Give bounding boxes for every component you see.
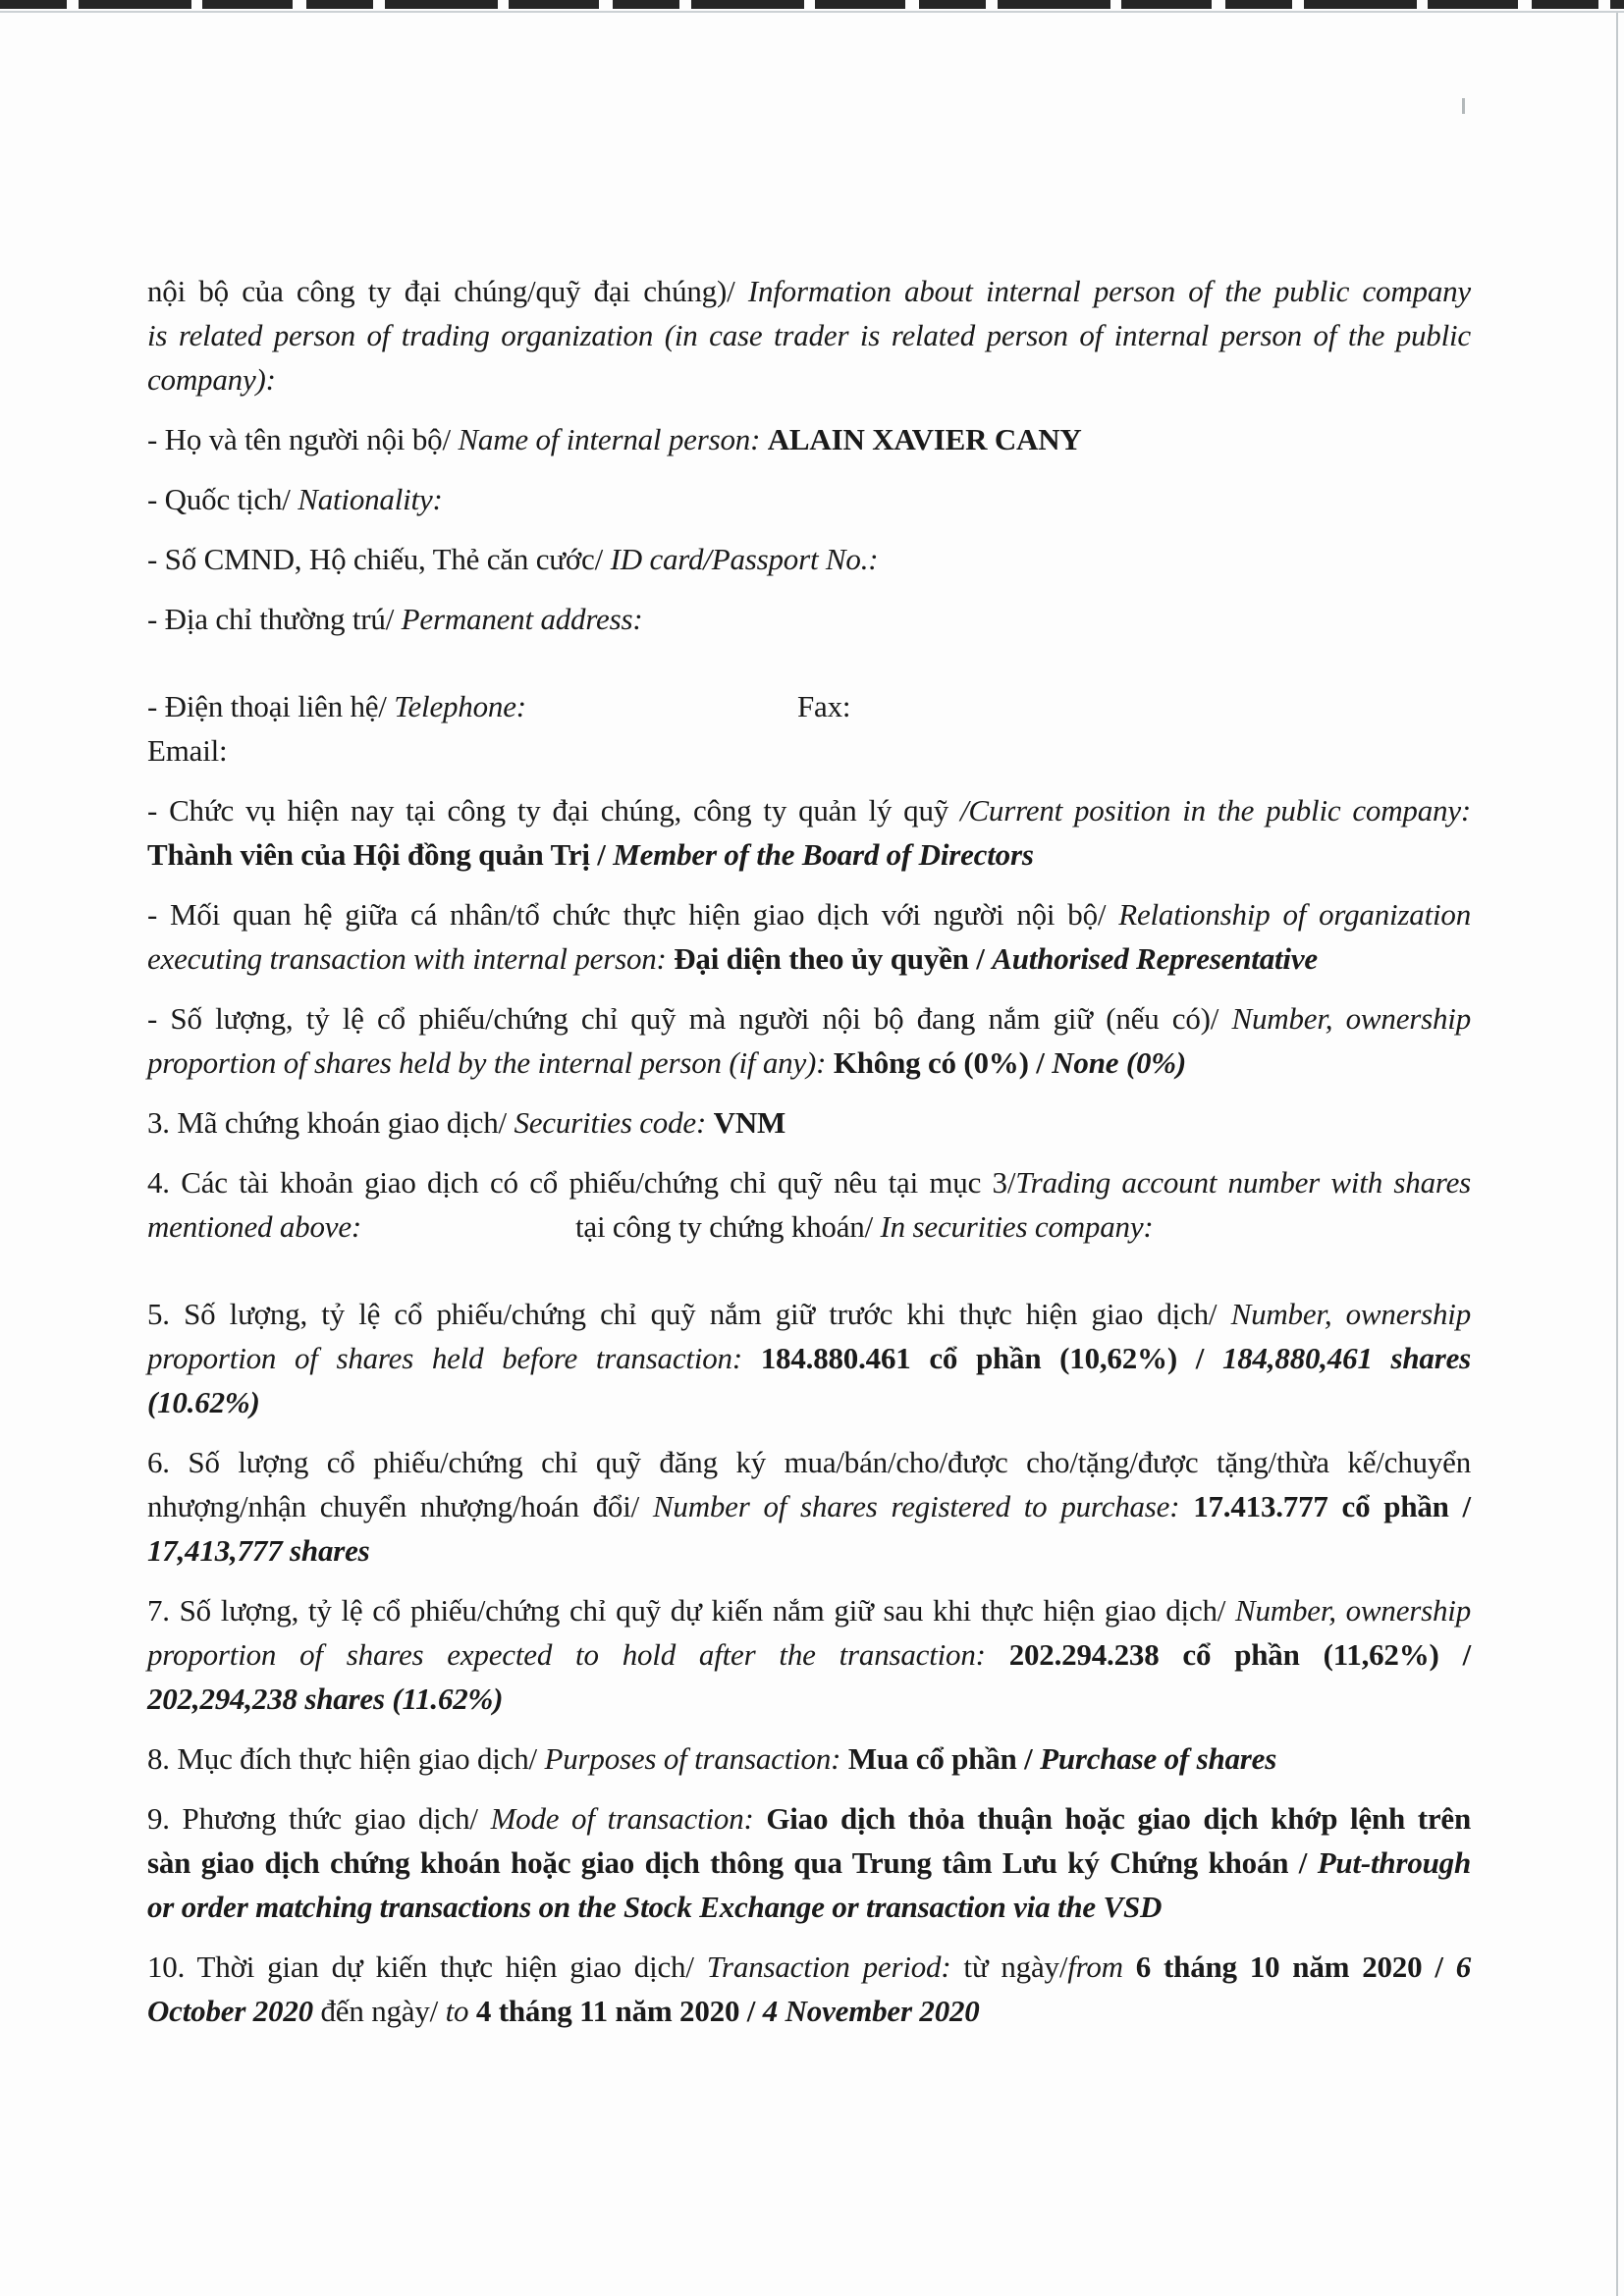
text-line [147,832,1471,877]
text-line [147,1528,1471,1573]
text-segment: Authorised Representative [992,941,1318,976]
text-segment: Nationality: [298,482,443,516]
text-segment: 17,413,777 shares [147,1533,370,1568]
text-segment: Name of internal person: [458,422,768,456]
paragraph-nationality [147,477,1471,521]
paragraph-name-of-internal-person [147,417,1471,461]
text-line [147,269,1471,313]
text-segment: - Địa chỉ thường trú/ [147,602,402,636]
text-line [147,684,1471,728]
text-segment: đến ngày/ [320,1994,446,2028]
text-segment: - Số CMND, Hộ chiếu, Thẻ căn cước/ [147,542,611,576]
paragraph-item-7-shares-after-transaction [147,1588,1471,1721]
text-segment: 4 November 2020 [762,1994,980,2028]
text-segment: 6 [1455,1949,1472,1984]
text-segment: (10.62%) [147,1385,260,1419]
text-line [147,597,1471,641]
text-line [147,1588,1471,1632]
text-segment: mentioned above: [147,1209,362,1244]
text-segment: ID card/Passport No.: [610,542,879,576]
paragraph-item-3-securities-code [147,1100,1471,1145]
text-line [147,1736,1471,1781]
paragraph-relationship-with-internal-person [147,892,1471,981]
text-segment: is related person of trading organization (in case trader is related person of internal person of the public [147,318,1471,352]
text-segment: Number, ownership [1231,1001,1471,1036]
scan-artifact-top-dashes [0,0,1624,9]
text-segment: 5. Số lượng, tỷ lệ cổ phiếu/chứng chỉ quỹ nắm giữ trước khi thực hiện giao dịch/ [147,1297,1231,1331]
paragraph-item-6-shares-registered [147,1440,1471,1573]
text-segment: proportion of shares held before transaction: [147,1341,761,1375]
text-line [147,1041,1471,1085]
text-segment: Number of shares registered to purchase: [652,1489,1194,1523]
text-line [147,1292,1471,1336]
text-line [147,1204,1471,1249]
text-segment: 4. Các tài khoản giao dịch có cổ phiếu/chứng chỉ quỹ nêu tại mục 3/ [147,1165,1016,1200]
text-segment: proportion of shares expected to hold after the transaction: [147,1637,1009,1672]
text-segment: 202,294,238 shares (11.62%) [147,1682,504,1716]
text-segment: Transaction period: [706,1949,964,1984]
text-segment: 10. Thời gian dự kiến thực hiện giao dịch/ [147,1949,707,1984]
text-segment: Purchase of shares [1040,1741,1277,1776]
text-line [147,1796,1471,1841]
text-segment: Email: [147,733,228,768]
paragraph-item-9-mode-of-transaction [147,1796,1471,1929]
tab-positioned-text [797,684,850,728]
text-segment: Member of the Board of Directors [613,837,1034,872]
text-segment: từ ngày/ [963,1949,1068,1984]
text-segment: Telephone: [394,689,526,723]
text-segment: Thành viên của Hội đồng quản Trị / [147,837,614,872]
paragraph-item-10-transaction-period [147,1945,1471,2033]
text-segment: Number, ownership [1235,1593,1471,1628]
text-segment: tại công ty chứng khoán/ [575,1209,881,1244]
text-segment: from [1067,1949,1136,1984]
text-line [147,537,1471,581]
document-body [147,269,1471,2049]
text-segment: - Quốc tịch/ [147,482,298,516]
text-line [147,1380,1471,1424]
text-line [147,477,1471,521]
paragraph-email [147,728,1471,773]
text-line [147,728,1471,773]
paragraph-item-8-purpose [147,1736,1471,1781]
text-segment: Trading account number with shares [1015,1165,1472,1200]
text-segment: VNM [713,1105,786,1140]
scan-artifact-top-line [0,11,1624,13]
text-segment: 202.294.238 cổ phần (11,62%) / [1008,1637,1472,1672]
text-segment: 184.880.461 cổ phần (10,62%) / [760,1341,1222,1375]
text-segment: - Số lượng, tỷ lệ cổ phiếu/chứng chỉ quỹ mà người nội bộ đang nắm giữ (nếu có)/ [147,1001,1232,1036]
text-line [147,1484,1471,1528]
text-segment: ALAIN XAVIER CANY [767,422,1082,456]
text-segment: Purposes of transaction: [544,1741,848,1776]
text-segment: Permanent address: [401,602,643,636]
text-segment: proportion of shares held by the internal person (if any): [147,1045,834,1080]
text-segment: 8. Mục đích thực hiện giao dịch/ [147,1741,545,1776]
text-segment: nhượng/nhận chuyển nhượng/hoán đổi/ [147,1489,653,1523]
text-segment: 6. Số lượng cổ phiếu/chứng chỉ quỹ đăng ký mua/bán/cho/được cho/tặng/được tặng/thừa kế/chuyển [147,1445,1471,1479]
text-segment: 9. Phương thức giao dịch/ [147,1801,491,1836]
text-segment: 7. Số lượng, tỷ lệ cổ phiếu/chứng chỉ quỹ dự kiến nắm giữ sau khi thực hiện giao dịch/ [147,1593,1236,1628]
text-segment: - Điện thoại liên hệ/ [147,689,395,723]
text-segment: 3. Mã chứng khoán giao dịch/ [147,1105,514,1140]
text-segment: October 2020 [147,1994,321,2028]
paragraph-telephone-fax [147,684,1471,728]
text-segment: In securities company: [880,1209,1154,1244]
text-segment: None (0%) [1052,1045,1187,1080]
text-segment: executing transaction with internal person: [147,941,675,976]
text-segment: Relationship of organization [1118,897,1472,932]
text-line [147,892,1471,936]
text-segment: 4 tháng 11 năm 2020 / [475,1994,763,2028]
text-segment: Mode of transaction: [490,1801,767,1836]
text-segment: Information about internal person of the public company [747,274,1471,308]
text-line [147,788,1471,832]
paragraph-current-position [147,788,1471,877]
text-segment: sàn giao dịch chứng khoán hoặc giao dịch thông qua Trung tâm Lưu ký Chứng khoán / [147,1845,1318,1880]
text-segment: nội bộ của công ty đại chúng/quỹ đại chúng)/ [147,274,748,308]
text-line [147,1336,1471,1380]
paragraph-item-5-shares-before-transaction [147,1292,1471,1424]
text-segment: 6 tháng 10 năm 2020 / [1135,1949,1456,1984]
text-segment: Securities code: [514,1105,714,1140]
text-segment: company): [147,362,276,397]
text-segment: to [445,1994,476,2028]
tab-positioned-text [575,1204,1154,1249]
text-segment: - Mối quan hệ giữa cá nhân/tổ chức thực hiện giao dịch với người nội bộ/ [147,897,1119,932]
paragraph-item-4-trading-accounts [147,1160,1471,1249]
text-line [147,1989,1471,2033]
text-segment: Đại diện theo ủy quyền / [674,941,993,976]
text-segment: Mua cổ phần / [847,1741,1041,1776]
text-line [147,1632,1471,1677]
text-line [147,1885,1471,1929]
scan-artifact-right-edge-line [1616,13,1618,2296]
paragraph-intro-internal-person-info [147,269,1471,401]
paragraph-id-card-passport [147,537,1471,581]
paragraph-permanent-address [147,597,1471,641]
text-segment: Number, ownership [1230,1297,1472,1331]
text-line [147,417,1471,461]
text-line [147,1841,1471,1885]
scan-artifact-tick-mark [1462,98,1465,114]
text-segment: - Chức vụ hiện nay tại công ty đại chúng, công ty quản lý quỹ [147,793,961,828]
text-segment: 184,880,461 shares [1221,1341,1472,1375]
text-segment: - Họ và tên người nội bộ/ [147,422,459,456]
text-line [147,936,1471,981]
text-segment: Giao dịch thỏa thuận hoặc giao dịch khớp lệnh trên [766,1801,1471,1836]
text-line [147,1100,1471,1145]
text-line [147,1160,1471,1204]
text-line [147,1440,1471,1484]
text-line [147,996,1471,1041]
text-segment: /Current position in the public company: [960,793,1471,828]
text-segment: Put-through [1317,1845,1471,1880]
text-segment: Fax: [797,689,851,723]
paragraph-shares-held-by-internal-person [147,996,1471,1085]
text-line [147,313,1471,357]
text-segment: or order matching transactions on the Stock Exchange or transaction via the VSD [147,1890,1163,1924]
text-line [147,1945,1471,1989]
text-segment: 17.413.777 cổ phần / [1193,1489,1471,1523]
text-segment: Không có (0%) / [833,1045,1053,1080]
text-line [147,357,1471,401]
text-line [147,1677,1471,1721]
